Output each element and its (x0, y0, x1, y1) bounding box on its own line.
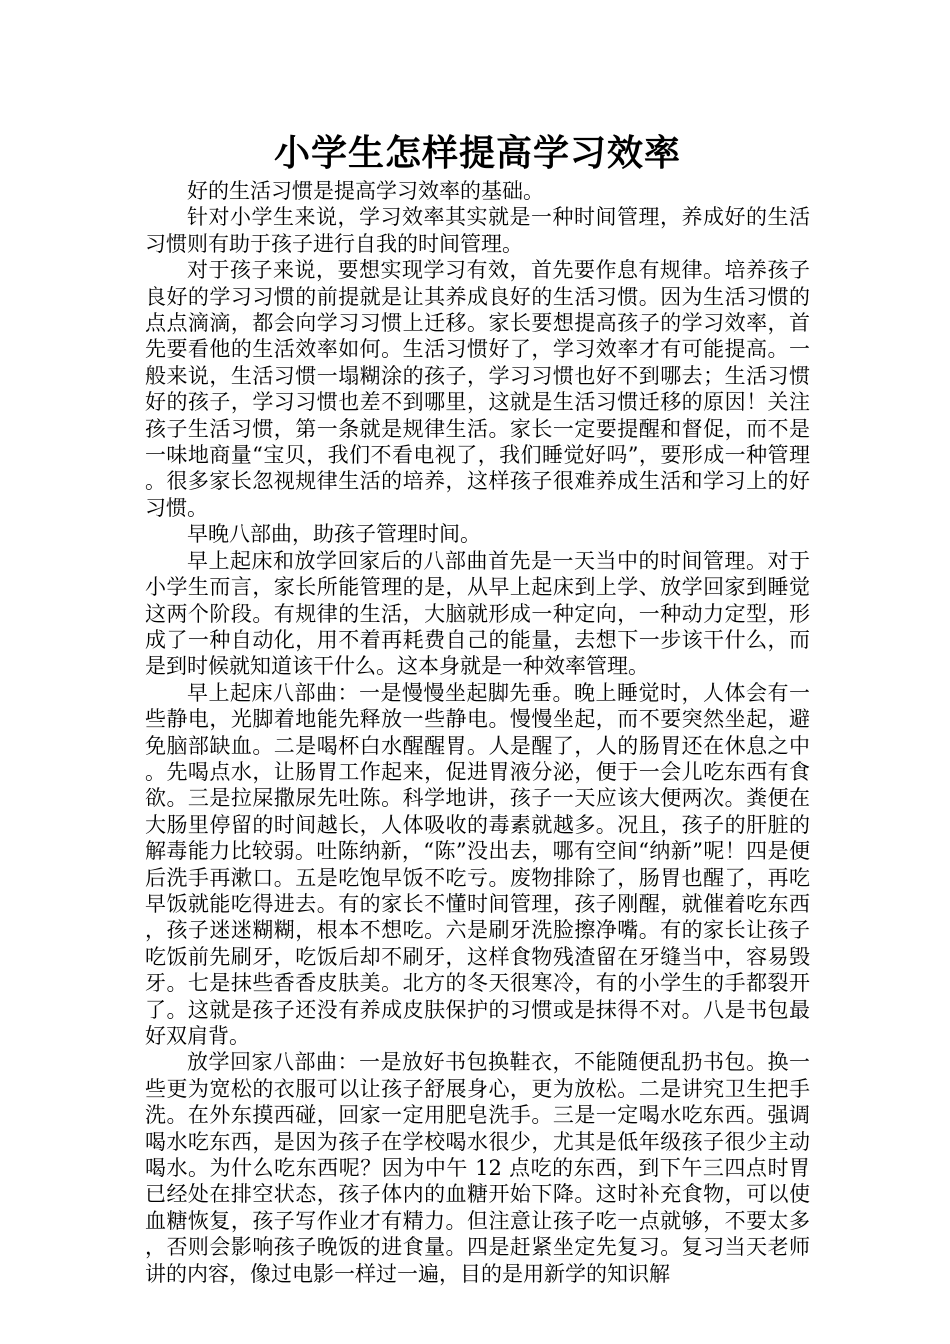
paragraph-intro: 好的生活习惯是提高学习效率的基础。 (187, 179, 544, 203)
paragraph-time-management: 针对小学生来说，学习效率其实就是一种时间管理，养成好的生活习惯则有助于孩子进行自我的时间管理。 (145, 205, 810, 256)
paragraph-eight-steps-heading: 早晚八部曲，助孩子管理时间。 (187, 522, 481, 547)
document-title: 小学生怎样提高学习效率 (273, 132, 681, 174)
paragraph-regular-schedule: 对于孩子来说，要想实现学习有效，首先要作息有规律。培养孩子良好的学习习惯的前提就是让其养成良好的生活习惯。因为生活习惯的点点滴滴，都会向学习习惯上迁移。家长要想提高孩子的学习效率，首先要看他的生活效率如何。生活习惯好了，学习效率才有可能提高。一般来说，生活习惯一塌糊涂的孩子，学习习惯也好不到哪去；生活习惯好的孩子，学习习惯也差不到哪里，这就是生活习惯迁移的原因！关注孩子生活习惯，第一条就是规律生活。家长一定要提醒和督促，而不是一味地商量“宝贝，我们不看电视了，我们睡觉好吗”，要形成一种管理。很多家长忽视规律生活的培养，这样孩子很难养成生活和学习上的好习惯。 (145, 258, 810, 520)
document-body (145, 128, 810, 1287)
paragraph-eight-steps-overview: 早上起床和放学回家后的八部曲首先是一天当中的时间管理。对于小学生而言，家长所能管理的是，从早上起床到上学、放学回家到睡觉这两个阶段。有规律的生活，大脑就形成一种定向，一种动力定型，形成了一种自动化，用不着再耗费自己的能量，去想下一步该干什么，而是到时候就知道该干什么。这本身就是一种效率管理。 (145, 548, 810, 679)
paragraph-morning-routine: 早上起床八部曲：一是慢慢坐起脚先垂。晚上睡觉时，人体会有一些静电，光脚着地能先释放一些静电。慢慢坐起，而不要突然坐起，避免脑部缺血。二是喝杯白水醒醒胃。人是醒了，人的肠胃还在休息之中。先喝点水，让肠胃工作起来，促进胃液分泌，便于一会儿吃东西有食欲。三是拉屎撒尿先吐陈。科学地讲，孩子一天应该大便两次。粪便在大肠里停留的时间越长，人体吸收的毒素就越多。况且，孩子的肝脏的解毒能力比较弱。吐陈纳新，“陈”没出去，哪有空间“纳新”呢！四是便后洗手再漱口。五是吃饱早饭不吃亏。废物排除了，肠胃也醒了，再吃早饭就能吃得进去。有的家长不懂时间管理，孩子刚醒，就催着吃东西，孩子迷迷糊糊，根本不想吃。六是刷牙洗脸擦净嘴。有的家长让孩子吃饭前先刷牙，吃饭后却不刷牙，这样食物残渣留在牙缝当中，容易毁牙。七是抹些香香皮肤美。北方的冬天很寒冷，有的小学生的手都裂开了。这就是孩子还没有养成皮肤保护的习惯或是抹得不对。八是书包最好双肩背。 (145, 680, 810, 1048)
paragraph-after-school-routine: 放学回家八部曲：一是放好书包换鞋衣，不能随便乱扔书包。换一些更为宽松的衣服可以让孩子舒展身心，更为放松。二是讲究卫生把手洗。在外东摸西碰，回家一定用肥皂洗手。三是一定喝水吃东西。强调喝水吃东西，是因为孩子在学校喝水很少，尤其是低年级孩子很少主动喝水。为什么吃东西呢？因为中午 12 点吃的东西，到下午三四点时胃已经处在排空状态，孩子体内的血糖开始下降。这时补充食物，可以使血糖恢复，孩子写作业才有精力。但注意让孩子吃一点就够，不要太多，否则会影响孩子晚饭的进食量。四是赶紧坐定先复习。复习当天老师讲的内容，像过电影一样过一遍，目的是用新学的知识解 (145, 1050, 810, 1286)
